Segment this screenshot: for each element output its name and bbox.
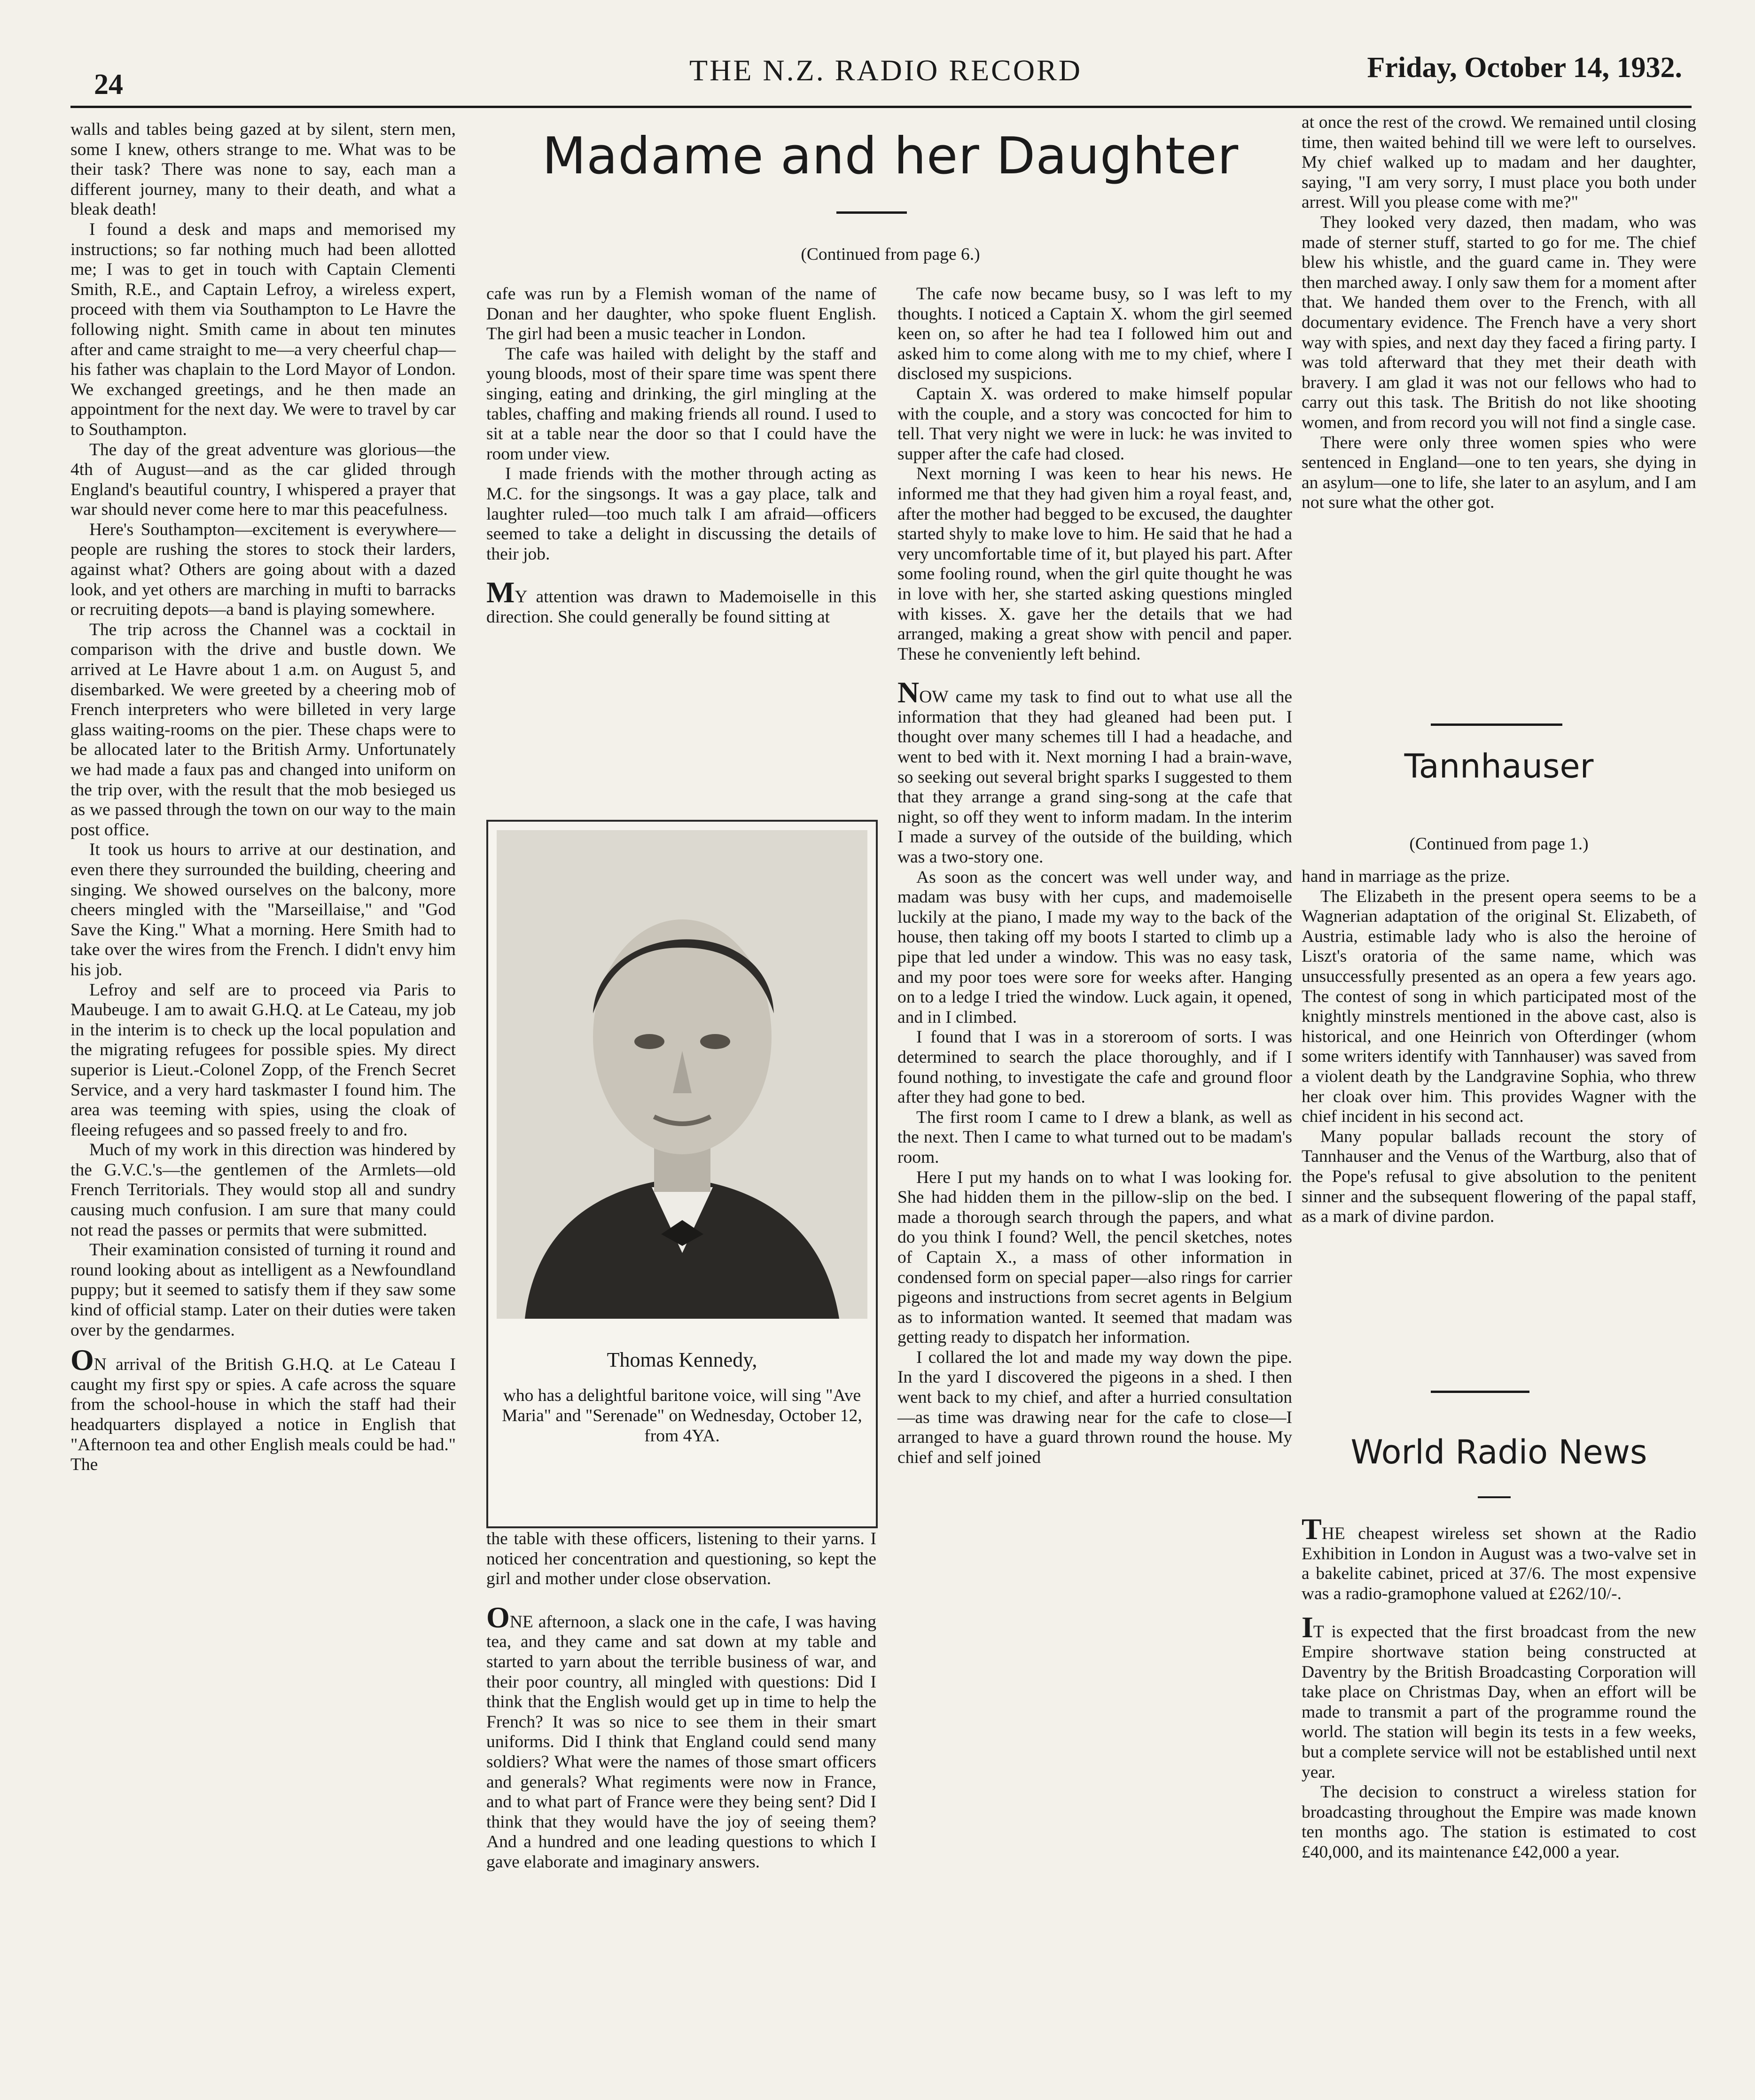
- paragraph: Here I put my hands on to what I was looking for. She had hidden them in the pillow-slip on the bed. I made a thorough search through the papers, and what do you think I found? Well, the pencil sketches, notes of Captain X., a mass of other information in condensed form on special paper—also rings for carrier pigeons and instructions from secret agents in Belgium as to information wanted. It seemed that madam was getting ready to dispatch her information.: [897, 1167, 1292, 1347]
- drop-cap: I: [1302, 1610, 1313, 1644]
- paragraph: As soon as the concert was well under way, and madam was busy with her cups, and mademoiselle luckily at the piano, I made my way to the back of the house, then taking off my boots I started to climb up a pipe that led under a window. This was no easy task, and my poor toes were sore for weeks after. Hanging on to a ledge I tried the window. Luck again, it opened, and in I climbed.: [897, 867, 1292, 1027]
- column-2: [486, 284, 876, 628]
- paragraph: at once the rest of the crowd. We remained until closing time, then waited behind till we were left to ourselves. My chief walked up to madam and her daughter, saying, "I am very sorry, I must place you both under arrest. Will you please come with me?": [1302, 113, 1696, 212]
- tannhauser-heading: Tannhauser: [1404, 747, 1594, 786]
- paragraph-dropcap: [1302, 1610, 1696, 1782]
- paragraph: I found a desk and maps and memorised my instructions; so far nothing much had been allotted me; I was to get in touch with Captain Clementi Smith, R.E., and Captain Lefroy, a wireless expert, proceed with them via Southampton to Le Havre the following night. Smith came in about ten minutes after and came straight to me—a very cheerful chap—his father was chaplain to the Lord Mayor of London. We exchanged greetings, and he then made an appointment for the next day. We were to travel by car to Southampton.: [70, 219, 456, 439]
- portrait-box: [486, 820, 878, 1528]
- column-4: [1302, 113, 1696, 513]
- paragraph: cafe was run by a Flemish woman of the name of Donan and her daughter, who spoke fluent English. The girl had been a music teacher in London.: [486, 284, 876, 344]
- portrait-caption: who has a delightful baritone voice, will sing "Ave Maria" and "Serenade" on Wednesday, October 12, from 4YA.: [502, 1386, 862, 1446]
- paragraph: walls and tables being gazed at by silent, stern men, some I knew, others strange to me. What was to be their task? There was none to say, each man a different journey, many to their death, and what a bleak death!: [70, 120, 456, 219]
- paragraph: The Elizabeth in the present opera seems to be a Wagnerian adaptation of the original St. Elizabeth, of Austria, estimable lady who is also the heroine of Liszt's oratoria of the same name, which was unsuccessfully presented as an opera a few years ago. The contest of song in which participated most of the knightly minstrels mentioned in the above cast, also is historical, and one Heinrich von Ofterdinger (whom some writers identify with Tannhauser) was saved from a violent death by the Landgravine Sophia, who threw her cloak over him. This provides Wagner with the chief incident in his second act.: [1302, 887, 1696, 1127]
- article-headline: Madame and her Daughter: [542, 127, 1239, 186]
- paragraph: The first room I came to I drew a blank, as well as the next. Then I came to what turned out to be madam's room.: [897, 1107, 1292, 1167]
- paragraph: The day of the great adventure was glorious—the 4th of August—and as the car glided through England's beautiful country, I whispered a prayer that war should never come here to mar this peacefulness.: [70, 440, 456, 520]
- portrait-photo: [497, 830, 867, 1319]
- continued-note: (Continued from page 6.): [801, 245, 980, 264]
- heading-underline: [1478, 1496, 1511, 1498]
- drop-cap: M: [486, 576, 515, 609]
- section-rule: [1431, 1391, 1529, 1393]
- publication-title: THE N.Z. RADIO RECORD: [689, 54, 1082, 87]
- paragraph: Many popular ballads recount the story of Tannhauser and the Venus of the Wartburg, also that of the Pope's refusal to give absolution to the penitent sinner and the subsequent flowering of the papal staff, as a mark of divine pardon.: [1302, 1127, 1696, 1227]
- continued-note: (Continued from page 1.): [1409, 834, 1589, 854]
- headline-rule: [836, 211, 907, 214]
- world-radio-news-text: [1302, 1512, 1696, 1863]
- paragraph: I collared the lot and made my way down the pipe. In the yard I discovered the pigeons in a shed. I then went back to my chief, and after a hurried consultation—as time was drawing near for the cafe to close—I arranged to have a guard thrown round the house. My chief and self joined: [897, 1347, 1292, 1467]
- paragraph: Captain X. was ordered to make himself popular with the couple, and a story was concocted for him to tell. That very night we were in luck: he was invited to supper after the cafe had closed.: [897, 384, 1292, 464]
- drop-cap: T: [1302, 1512, 1322, 1546]
- issue-date: Friday, October 14, 1932.: [1367, 52, 1682, 84]
- column-3: [897, 284, 1292, 1468]
- paragraph-text: Y attention was drawn to Mademoiselle in this direction. She could generally be found sitting at: [486, 587, 876, 627]
- tannhauser-text: [1302, 867, 1696, 1227]
- paragraph: It took us hours to arrive at our destination, and even there they surrounded the building, cheering and singing. We showed ourselves on the balcony, more cheers mingled with the "Marseillaise," and "God Save the King." What a morning. Here Smith had to take over the wires from the French. I didn't envy him his job.: [70, 840, 456, 980]
- drop-cap: O: [70, 1343, 94, 1377]
- paragraph: Next morning I was keen to hear his news. He informed me that they had given him a royal feast, and, after the mother had begged to be excused, the daughter started shyly to make love to him. He said that he had a very uncomfortable time of it, but played his part. After some fooling round, when the girl quite thought he was in love with her, she started asking questions mingled with kisses. X. gave her the details that we had arranged, making a great show with pencil and paper. These he conveniently left behind.: [897, 464, 1292, 664]
- paragraph-text: N arrival of the British G.H.Q. at Le Cateau I caught my first spy or spies. A cafe across the square from the school-house in which the staff had their headquarters displayed a notice in English that "Afternoon tea and other English meals could be had." The: [70, 1355, 456, 1475]
- world-radio-news-heading: World Radio News: [1350, 1433, 1647, 1471]
- paragraph: Here's Southampton—excitement is everywhere—people are rushing the stores to stock their larders, against what? Others are going about with a dazed look, and yet others are marching in mufti to barracks or recruiting depots—a band is playing somewhere.: [70, 520, 456, 620]
- paragraph-dropcap: [70, 1343, 456, 1475]
- paragraph: I made friends with the mother through acting as M.C. for the singsongs. It was a gay place, talk and laughter ruled—too much talk I am afraid—officers seemed to take a delight in discussing the details of their job.: [486, 464, 876, 564]
- masthead: [89, 49, 1682, 101]
- paragraph-dropcap: [486, 576, 876, 627]
- portrait-name: Thomas Kennedy,: [607, 1348, 757, 1371]
- paragraph-text: HE cheapest wireless set shown at the Radio Exhibition in London in August was a two-valve set in a bakelite cabinet, priced at 37/6. The most expensive was a radio-gramophone valued at £262/10/-.: [1302, 1524, 1696, 1603]
- paragraph-dropcap: [1302, 1512, 1696, 1604]
- paragraph: The trip across the Channel was a cocktail in comparison with the drive and bustle down. We arrived at Le Havre about 1 a.m. on August 5, and disembarked. We were greeted by a cheering mob of French interpreters who were billeted in very large glass waiting-rooms on the pier. These chaps were to be allocated later to the British Army. Unfortunately we had made a faux pas and changed into uniform on the trip over, with the result that the mob besieged us as we passed through the town on our way to the main post office.: [70, 620, 456, 840]
- paragraph: Their examination consisted of turning it round and round looking about as intelligent as a Newfoundland puppy; but it seemed to satisfy them if they saw some kind of official stamp. Later on their duties were taken over by the gendarmes.: [70, 1240, 456, 1340]
- drop-cap: O: [486, 1600, 510, 1634]
- paragraph: The cafe now became busy, so I was left to my thoughts. I noticed a Captain X. whom the girl seemed keen on, so after he had tea I followed him out and asked him to come along with me to my chief, where I disclosed my suspicions.: [897, 284, 1292, 384]
- section-rule: [1431, 723, 1562, 726]
- paragraph: They looked very dazed, then madam, who was made of sterner stuff, started to go for me. The chief blew his whistle, and the guard came in. They were then marched away. I only saw them for a moment after that. We handed them over to the French, with all documentary evidence. The French have a very short way with spies, and next day they faced a firing party. I was told afterward that they met their death with bravery. I am glad it was not our fellows who had to carry out this task. The British do not like shooting women, and from record you will not find a single case.: [1302, 212, 1696, 432]
- paragraph: There were only three women spies who were sentenced in England—one to ten years, she dying in an asylum—one to life, she later to an asylum, and I am not sure what the other got.: [1302, 433, 1696, 513]
- paragraph: the table with these officers, listening to their yarns. I noticed her concentration and questioning, so kept the girl and mother under close observation.: [486, 1529, 876, 1589]
- paragraph: I found that I was in a storeroom of sorts. I was determined to search the place thoroughly, and if I found nothing, to investigate the cafe and ground floor after they had gone to bed.: [897, 1027, 1292, 1107]
- paragraph-dropcap: [897, 676, 1292, 867]
- masthead-rule: [70, 106, 1692, 108]
- portrait-illustration: [497, 830, 867, 1319]
- paragraph: Lefroy and self are to proceed via Paris to Maubeuge. I am to await G.H.Q. at Le Cateau, my job in the interim is to check up the local population and the migrating refugees for possible spies. My direct superior is Lieut.-Colonel Zopp, of the French Secret Service, and a very hard taskmaster I found him. The area was teeming with spies, using the cloak of fleeing refugees and so passed freely to and fro.: [70, 980, 456, 1140]
- paragraph-dropcap: [486, 1600, 876, 1873]
- page-number: 24: [94, 69, 123, 101]
- column-1: [70, 120, 456, 1475]
- paragraph-text: NE afternoon, a slack one in the cafe, I was having tea, and they came and sat down at my table and started to yarn about the terrible business of war, and their poor country, all mingled with questions: Did I think that the English would get up in time to help the French? It was so nice to see them in their smart uniforms. Did I think that England could send many soldiers? What were the names of those smart officers and generals? What regiments were now in France, and to what part of France were they being sent? Did I think that they would have the joy of seeing them? And a hundred and one leading questions to which I gave elaborate and imaginary answers.: [486, 1612, 876, 1872]
- paragraph: The decision to construct a wireless station for broadcasting throughout the Empire was made known ten months ago. The station is estimated to cost £40,000, and its maintenance £42,000 a year.: [1302, 1782, 1696, 1862]
- paragraph: Much of my work in this direction was hindered by the G.V.C.'s—the gentlemen of the Armlets—old French Territorials. They would stop all and sundry causing much confusion. I am sure that many could not read the passes or permits that were submitted.: [70, 1140, 456, 1240]
- paragraph-text: OW came my task to find out to what use all the information that they had gleaned had been put. I thought over many schemes till I had a headache, and went to bed with it. Next morning I had a brain-wave, so seeking out several bright sparks I suggested to them that they arrange a grand sing-song at the cafe that night, so off they went to inform madam. In the interim I made a survey of the outside of the building, which was a two-story one.: [897, 687, 1292, 867]
- paragraph-text: T is expected that the first broadcast from the new Empire shortwave station being constructed at Daventry by the British Broadcasting Corporation will take place on Christmas Day, when an effort will be made to transmit a part of the programme round the world. The station will begin its tests in a few weeks, but a complete service will not be established until next year.: [1302, 1622, 1696, 1782]
- paragraph: hand in marriage as the prize.: [1302, 867, 1510, 886]
- paragraph: The cafe was hailed with delight by the staff and young bloods, most of their spare time was spent there singing, eating and drinking, the girl mingling at the tables, chaffing and making friends all round. I used to sit at a table near the door so that I could have the room under view.: [486, 344, 876, 464]
- drop-cap: N: [897, 676, 920, 709]
- column-2-lower: [486, 1529, 876, 1873]
